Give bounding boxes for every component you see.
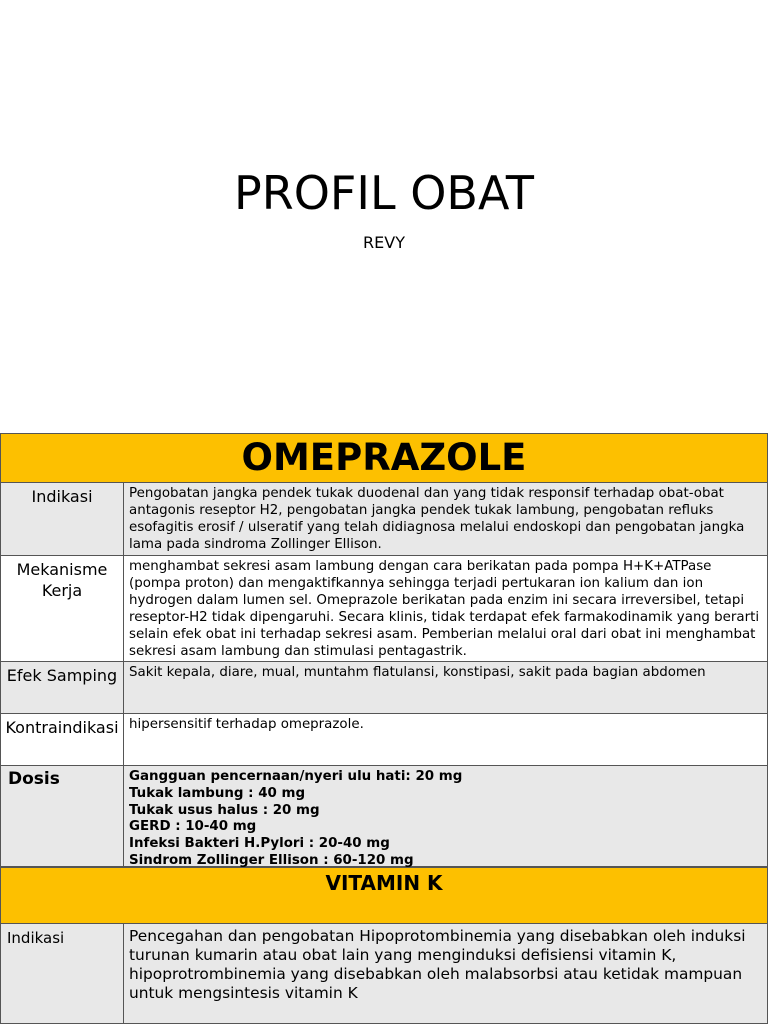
row-label-efek-samping: Efek Samping xyxy=(0,662,124,714)
table-row-indikasi xyxy=(0,483,768,556)
dose-line: Tukak usus halus : 20 mg xyxy=(129,802,320,818)
row-value-kontraindikasi: hipersensitif terhadap omeprazole. xyxy=(124,714,768,766)
dose-line: Tukak lambung : 40 mg xyxy=(129,785,306,801)
table-row-mekanisme-kerja xyxy=(0,556,768,662)
table-row-dosis xyxy=(0,766,768,867)
row-value-indikasi: Pencegahan dan pengobatan Hipoprotombinemia yang disebabkan oleh induksi turunan kumarin atau obat lain yang menginduksi defisiensi vitamin K, hipoprotrombinemia yang disebabkan oleh malabsorbsi atau ketidak mampuan untuk mengsintesis vitamin K xyxy=(124,924,768,1024)
row-label-indikasi: Indikasi xyxy=(0,924,124,1024)
row-label-dosis: Dosis xyxy=(0,766,124,867)
author-subtitle: REVY xyxy=(363,233,405,252)
page-title: PROFIL OBAT xyxy=(234,166,534,220)
row-label-kontraindikasi: Kontraindikasi xyxy=(0,714,124,766)
omeprazole-table xyxy=(0,433,768,867)
row-value-dosis xyxy=(124,766,768,867)
row-value-mekanisme-kerja: menghambat sekresi asam lambung dengan cara berikatan pada pompa H+K+ATPase (pompa proton) dan mengaktifkannya sehingga terjadi pertukaran ion kalium dan ion hydrogen dalam lumen sel. Omeprazole berikatan pada enzim ini secara irreversibel, tetapi reseptor-H2 tidak dipengaruhi. Secara klinis, tidak terdapat efek farmakodinamik yang berarti selain efek obat ini terhadap sekresi asam. Pemberian melalui oral dari obat ini menghambat sekresi asam lambung dan stimulasi pentagastrik. xyxy=(124,556,768,662)
table-row-efek-samping xyxy=(0,662,768,714)
drug-header-omeprazole: OMEPRAZOLE xyxy=(0,433,768,483)
table-row-indikasi xyxy=(0,924,768,1024)
vitamin-k-table xyxy=(0,867,768,1024)
drug-header-vitamin-k: VITAMIN K xyxy=(0,867,768,924)
dose-line: Infeksi Bakteri H.Pylori : 20-40 mg xyxy=(129,836,390,852)
row-value-indikasi: Pengobatan jangka pendek tukak duodenal dan yang tidak responsif terhadap obat-obat antagonis reseptor H2, pengobatan jangka pendek tukak lambung, pengobatan refluks esofagitis erosif / ulseratif yang telah didiagnosa melalui endoskopi dan pengobatan jangka lama pada sindroma Zollinger Ellison. xyxy=(124,483,768,556)
table-row-kontraindikasi xyxy=(0,714,768,766)
dose-line: Sindrom Zollinger Ellison : 60-120 mg xyxy=(129,852,414,867)
dose-line: Gangguan pencernaan/nyeri ulu hati: 20 mg xyxy=(129,769,463,784)
row-value-efek-samping: Sakit kepala, diare, mual, muntahm flatulansi, konstipasi, sakit pada bagian abdomen xyxy=(124,662,768,714)
row-label-indikasi: Indikasi xyxy=(0,483,124,556)
title-slide xyxy=(0,0,768,433)
dose-line: GERD : 10-40 mg xyxy=(129,819,257,835)
row-label-mekanisme-kerja: Mekanisme Kerja xyxy=(0,556,124,662)
